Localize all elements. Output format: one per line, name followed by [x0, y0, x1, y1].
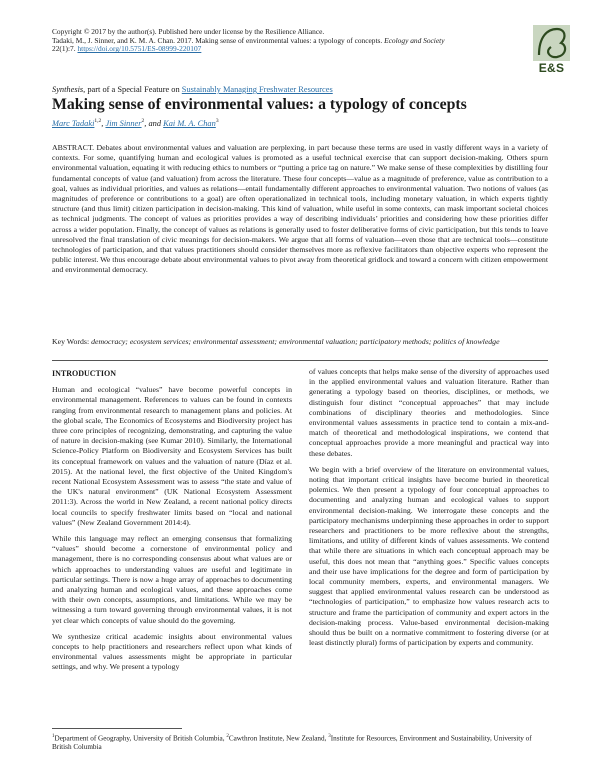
author-link[interactable]: Marc Tadaki — [52, 118, 95, 128]
footnote-number: 1 — [52, 734, 55, 739]
author-link[interactable]: Kai M. A. Chan — [163, 118, 216, 128]
author-link[interactable]: Jim Sinner — [105, 118, 142, 128]
citation-text: Tadaki, M., J. Sinner, and K. M. A. Chan. 2017. Making sense of environmental values: a typology of concepts. — [52, 35, 383, 45]
copyright-block — [52, 28, 532, 54]
paragraph: We begin with a brief overview of the literature on environmental values, noting that important critical insights have become buried in theoretical polemics. We then present a typology of four conceptual approaches to documenting and analyzing human and ecological values to support environmental decision-making. We interrogate these concepts and the participatory mechanisms underpinning these approaches in order to support researchers and practitioners to be more reflexive about the strengths, limitations, and utility of different kinds of values assessments. We contend that while there are situations in which each conceptual approach may be useful, this does not mean that “anything goes.” Specific values concepts and their use have implications for the degree and form of participation by local community members, experts, and environmental managers. We suggest that applied environmental values research can be understood as “technologies of participation,” to emphasize how values research acts to structure and frame the participation of community and expert actors in the decision-making process. Value-based environmental decision-making should thus be built on a normative commitment to fostering diverse (or at least distinctly plural) forms of participation by experts and community. — [309, 464, 549, 648]
article-type: Synthesis — [52, 85, 84, 94]
footnote-number: 3 — [328, 734, 331, 739]
author-list — [52, 118, 219, 128]
feature-mid-text: , part of a Special Feature on — [83, 85, 180, 94]
author-separator: , and — [144, 118, 164, 128]
left-column — [52, 369, 292, 679]
author-affiliation: 3 — [215, 118, 219, 124]
section-heading: INTRODUCTION — [52, 369, 117, 378]
paragraph: of values concepts that helps make sense of the diversity of approaches used in the applied environmental values and valuation literature. Rather than generating a typology based on theories, disciplines, or methods, we distinguish four distinct “conceptual approaches” that may include combinations of disciplinary theories and methodologies. Since environmental values assessments in practice tend to contain a mix-and-match of theoretical and methodological inspirations, we contend that conceptual approaches provide a more meaningful and practical way into these debates. — [309, 367, 549, 458]
copyright-line: Copyright © 2017 by the author(s). Published here under license by the Resilience Alliance. — [52, 27, 325, 36]
author-separator: , — [101, 118, 106, 128]
journal-logo-text: E&S — [538, 61, 565, 75]
affiliations-footnote — [52, 732, 548, 752]
affiliation-text: Cawthron Institute, New Zealand, — [228, 734, 329, 743]
right-column — [309, 367, 549, 654]
special-feature-link[interactable]: Sustainably Managing Freshwater Resources — [181, 85, 333, 94]
keywords-label: Key Words: — [52, 337, 90, 346]
paragraph: Human and ecological “values” have become powerful concepts in environmental management. References to values can be found in contexts ranging from environmental research to management plans and policies. At the global scale, The Economics of Ecosystems and Biodiversity project has three core principles of recognizing, demonstrating, and capturing the value of nature in decision-making (see Kumar 2010). Similarly, the International Science-Policy Platform on Biodiversity and Ecosystem Services has built its conceptual framework on values and the valuation of nature (Díaz et al. 2015). At the national level, the first objective of the United Kingdom's recent National Ecosystem Assessment was to assess “the state and value of the UK's natural environment” (UK National Ecosystem Assessment 2011:3). Across the world in New Zealand, a recent national policy directs local councils to specify freshwater limits based on “local and national values” (New Zealand Government 2014:4). — [52, 385, 292, 527]
footnote-number: 2 — [226, 734, 229, 739]
special-feature-line — [52, 85, 333, 94]
author-affiliation: 1,2 — [94, 118, 102, 124]
journal-name: Ecology and Society — [384, 35, 445, 45]
keywords — [52, 337, 548, 347]
affiliation-text: Department of Geography, University of British Columbia, — [54, 734, 227, 743]
paragraph: We synthesize critical academic insights about environmental values concepts to help practitioners and researchers reflect upon what kinds of environmental values assessments might be appropriate in particular settings, and why. We present a typology — [52, 631, 292, 672]
footnote-divider — [52, 728, 182, 729]
affiliation-text: Institute for Resources, Environment and Sustainability, University of British Columbia — [52, 734, 532, 752]
author-affiliation: 2 — [141, 118, 145, 124]
abstract: ABSTRACT. Debates about environmental values and valuation are perplexing, in part because these terms are used in vastly different ways in a variety of contexts. For some, quantifying human and ecological values is promoted as a useful technical exercise that can support decision-making. Others spurn environmental valuation, equating it with reducing ethics to numbers or “putting a price tag on nature.” We make sense of these complexities by distilling four fundamental concepts of value (and valuation) from across the literature. These four concepts—value as a magnitude of preference, value as contribution to a goal, values as individual priorities, and values as relations—entail fundamentally different approaches to environmental valuation. Two notions of values (as magnitudes of preference or contributions to a goal) are often operationalized in technical tools, including monetary valuation, in which experts tightly structure (and thus limit) citizen participation in decision-making. This kind of valuation, while useful in some contexts, can mask important societal choices as technical judgments. The concept of values as priorities provides a way of describing individuals’ priorities and considering how these priorities differ across a wider population. Finally, the concept of values as relations is generally used to foster deliberative forms of civic participation, but this tends to leave unresolved the final translation of civic meanings for decision-makers. We argue that all forms of valuation—even those that are technical tools—constitute technologies of participation, and that values practitioners should consider themselves more as reflexive facilitators than objective experts who represent the public interest. We thus encourage debate about environmental values to pivot away from theoretical gridlock and toward a concern with citizen empowerment and environmental democracy. — [52, 143, 548, 275]
section-divider — [52, 360, 548, 361]
paragraph: While this language may reflect an emerging consensus that formalizing “values” should become a cornerstone of environmental policy and management, there is no corresponding consensus about what values are or which approaches to understanding values are useful and legitimate in particular settings. There is now a huge array of approaches to documenting and analyzing human and ecological values, and these approaches come with their own concepts, assumptions, and limitations. While we may be witnessing a turn toward governing through environmental values, it is not yet clear which concepts of value should do the governing. — [52, 534, 292, 625]
volume-issue: 22(1):7. — [52, 44, 76, 54]
volume-doi-line — [52, 45, 532, 54]
doi-link[interactable]: https://doi.org/10.5751/ES-08999-220107 — [77, 44, 202, 54]
keywords-list: democracy; ecosystem services; environmental assessment; environmental valuation; participatory methods; politics of knowledge — [91, 337, 500, 346]
journal-logo-icon — [533, 25, 570, 61]
article-title: Making sense of environmental values: a typology of concepts — [52, 96, 467, 113]
